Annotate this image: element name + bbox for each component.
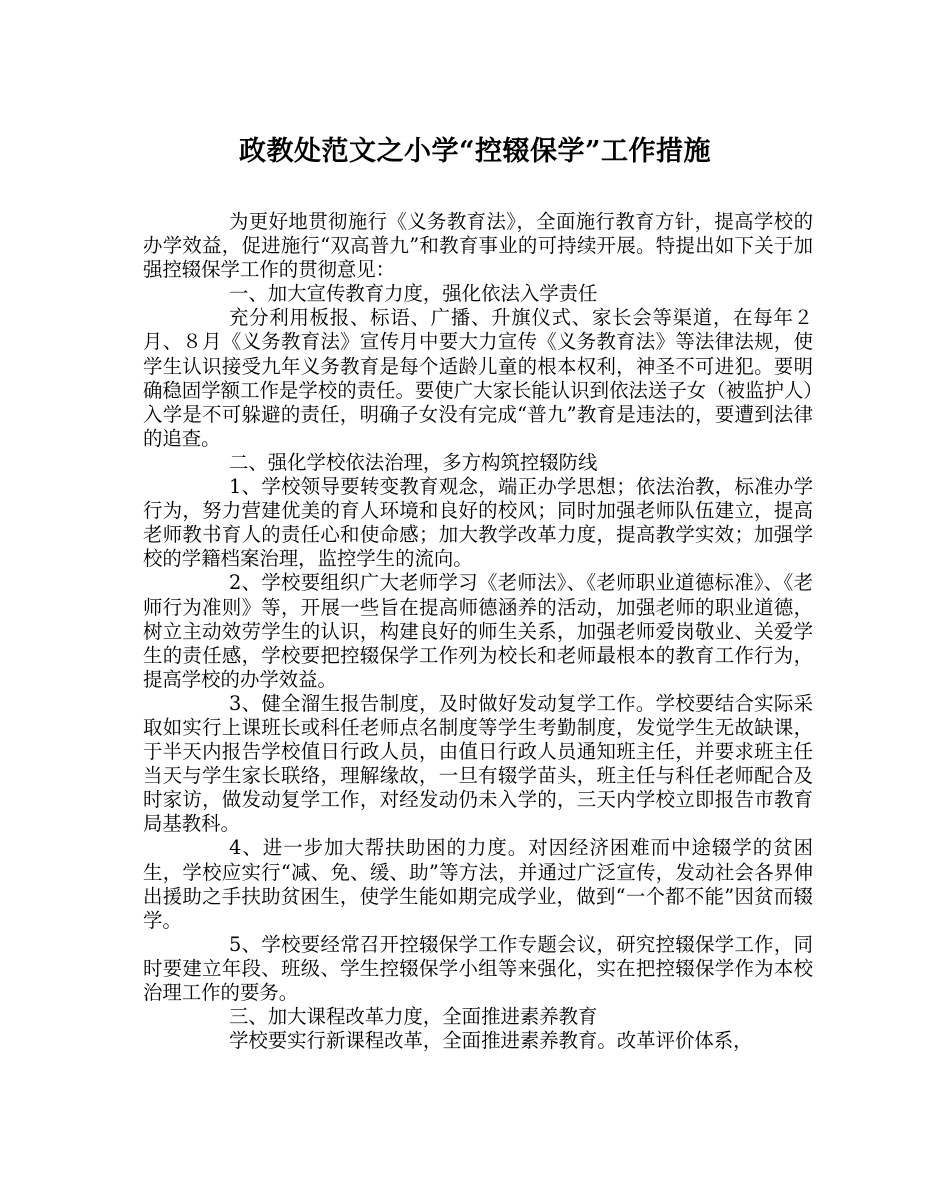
body-paragraph: 学校要实行新课程改革，全面推进素养教育。改革评价体系，	[229, 1029, 753, 1053]
document-body	[143, 210, 813, 1053]
document-title: 政教处范文之小学“控辍保学”工作措施	[238, 136, 712, 167]
body-paragraph: 2、学校要组织广大老师学习《老师法》、《老师职业道德标准》、《老师行为准则》等，开展一些旨在提高师德涵养的活动，加强老师的职业道德，树立主动效劳学生的认识，构建良好的师生关系，加强老师爱岗敬业、关爱学生的责任感，学校要把控辍保学工作列为校长和老师最根本的教育工作行为，提高学校的办学效益。	[143, 571, 813, 691]
intro-paragraph: 为更好地贯彻施行《义务教育法》，全面施行教育方针，提高学校的办学效益，促进施行“双高普九”和教育事业的可持续开展。特提出如下关于加强控辍保学工作的贯彻意见：	[143, 210, 813, 282]
body-paragraph: 4、进一步加大帮扶助困的力度。对因经济困难而中途辍学的贫困生，学校应实行“减、免、缓、助”等方法，并通过广泛宣传，发动社会各界伸出援助之手扶助贫困生，使学生能如期完成学业，做到“一个都不能”因贫而辍学。	[143, 836, 813, 932]
body-paragraph: 3、健全溜生报告制度，及时做好发动复学工作。学校要结合实际采取如实行上课班长或科任老师点名制度等学生考勤制度，发觉学生无故缺课，于半天内报告学校值日行政人员，由值日行政人员通知班主任，并要求班主任当天与学生家长联络，理解缘故，一旦有辍学苗头，班主任与科任老师配合及时家访，做发动复学工作，对经发动仍未入学的，三天内学校立即报告市教育局基教科。	[143, 691, 813, 836]
section-heading-3: 三、加大课程改革力度，全面推进素养教育	[229, 1005, 598, 1029]
body-paragraph: 5、学校要经常召开控辍保学工作专题会议，研究控辍保学工作，同时要建立年段、班级、学生控辍保学小组等来强化，实在把控辍保学作为本校治理工作的要务。	[143, 932, 813, 1004]
section-heading-1: 一、加大宣传教育力度，强化依法入学责任	[229, 282, 598, 306]
body-paragraph: 充分利用板报、标语、广播、升旗仪式、家长会等渠道，在每年２月、８月《义务教育法》宣传月中要大力宣传《义务教育法》等法律法规，使学生认识接受九年义务教育是每个适龄儿童的根本权利，神圣不可进犯。要明确稳固学额工作是学校的责任。要使广大家长能认识到依法送子女（被监护人）入学是不可躲避的责任，明确子女没有完成“普九”教育是违法的，要遭到法律的追查。	[143, 306, 813, 450]
body-paragraph: 1、学校领导要转变教育观念，端正办学思想；依法治教，标准办学行为，努力营建优美的育人环境和良好的校风；同时加强老师队伍建立，提高老师教书育人的责任心和使命感；加大教学改革力度，提高教学实效；加强学校的学籍档案治理，监控学生的流向。	[143, 475, 813, 571]
section-heading-2: 二、强化学校依法治理，多方构筑控辍防线	[229, 450, 598, 474]
